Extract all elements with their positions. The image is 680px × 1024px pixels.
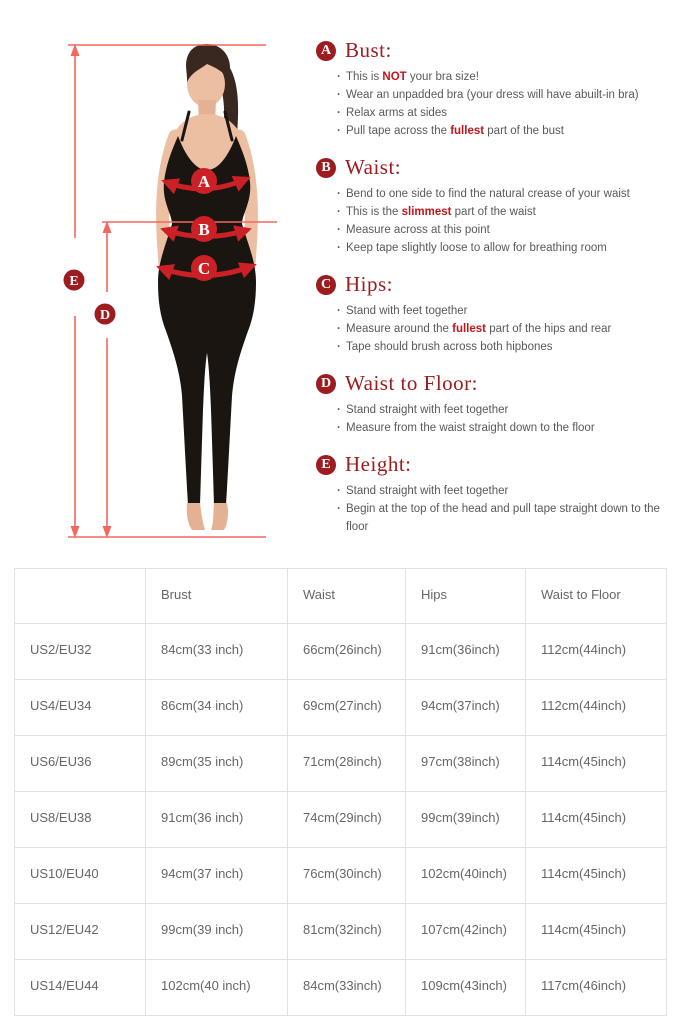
- size-cell: US10/EU40: [15, 848, 146, 904]
- bullet-item: [337, 482, 670, 500]
- bullet-emphasis: slimmest: [401, 206, 452, 218]
- section-bullets: [316, 68, 670, 140]
- measure-cell: 69cm(27inch): [288, 680, 406, 736]
- measure-cell: 112cm(44inch): [526, 624, 667, 680]
- bullet-item: [337, 302, 670, 320]
- measure-cell: 89cm(35 inch): [146, 736, 288, 792]
- bullet-item: [337, 122, 670, 140]
- section-bullets: [316, 302, 670, 356]
- size-chart-body: [15, 624, 667, 1016]
- bullet-text: part of the hips and rear: [486, 323, 612, 335]
- bullet-item: [337, 320, 670, 338]
- bullet-text: Pull tape across the: [346, 125, 451, 137]
- line-arrowheads: [71, 44, 112, 538]
- letter-badge-icon: D: [316, 374, 336, 394]
- section-title: Bust:: [345, 38, 392, 62]
- header-row: [15, 569, 667, 624]
- bullet-item: [337, 86, 670, 104]
- bullet-text: Tape should brush across both hipbones: [346, 341, 553, 353]
- bullet-emphasis: NOT: [382, 71, 407, 83]
- measure-cell: 109cm(43inch): [406, 960, 526, 1016]
- measure-cell: 84cm(33 inch): [146, 624, 288, 680]
- measure-cell: 107cm(42inch): [406, 904, 526, 960]
- figure-illustration: [0, 0, 330, 562]
- measure-cell: 76cm(30inch): [288, 848, 406, 904]
- bullet-text: Begin at the top of the head and pull tape straight down to the floor: [346, 503, 660, 533]
- bullet-text: Measure across at this point: [346, 224, 490, 236]
- bullet-item: [337, 185, 670, 203]
- section-title: Height:: [345, 452, 412, 476]
- table-row: [15, 736, 667, 792]
- table-row: [15, 848, 667, 904]
- size-cell: US6/EU36: [15, 736, 146, 792]
- measure-cell: 102cm(40 inch): [146, 960, 288, 1016]
- bullet-text: Stand with feet together: [346, 305, 468, 317]
- measure-cell: 97cm(38inch): [406, 736, 526, 792]
- measure-cell: 114cm(45inch): [526, 904, 667, 960]
- bullet-text: Measure around the: [346, 323, 453, 335]
- bullet-item: [337, 104, 670, 122]
- column-header: [15, 569, 146, 624]
- marker-c-letter: C: [197, 259, 211, 278]
- measure-cell: 99cm(39 inch): [146, 904, 288, 960]
- section-heading: [316, 272, 670, 297]
- section-bullets: [316, 482, 670, 536]
- column-header: Waist: [288, 569, 406, 624]
- section-heading: [316, 371, 670, 396]
- measure-cell: 84cm(33inch): [288, 960, 406, 1016]
- bullet-emphasis: fullest: [450, 125, 485, 137]
- letter-badge-icon: E: [316, 455, 336, 475]
- section-title: Hips:: [345, 272, 394, 296]
- table-row: [15, 792, 667, 848]
- table-row: [15, 904, 667, 960]
- measurement-section-c: [316, 272, 670, 356]
- female-figure-silhouette: [158, 44, 256, 530]
- measure-cell: 91cm(36 inch): [146, 792, 288, 848]
- column-header: Brust: [146, 569, 288, 624]
- letter-badge-icon: A: [316, 41, 336, 61]
- measure-cell: 102cm(40inch): [406, 848, 526, 904]
- measure-cell: 74cm(29inch): [288, 792, 406, 848]
- size-cell: US8/EU38: [15, 792, 146, 848]
- measure-cell: 91cm(36inch): [406, 624, 526, 680]
- bullet-item: [337, 338, 670, 356]
- bullet-text: Keep tape slightly loose to allow for breathing room: [346, 242, 607, 254]
- measure-cell: 99cm(39inch): [406, 792, 526, 848]
- bullet-text: Bend to one side to find the natural crease of your waist: [346, 188, 630, 200]
- bullet-text: This is the: [346, 206, 402, 218]
- table-row: [15, 960, 667, 1016]
- section-bullets: [316, 185, 670, 257]
- measurement-instructions: [316, 38, 670, 551]
- measure-cell: 117cm(46inch): [526, 960, 667, 1016]
- bullet-text: part of the waist: [451, 206, 536, 218]
- letter-badge-icon: B: [316, 158, 336, 178]
- bullet-text: Wear an unpadded bra (your dress will have abuilt-in bra): [346, 89, 639, 101]
- marker-d-letter: D: [99, 308, 111, 323]
- section-heading: [316, 155, 670, 180]
- marker-b-letter: B: [198, 220, 210, 239]
- section-bullets: [316, 401, 670, 437]
- table-row: [15, 680, 667, 736]
- size-cell: US4/EU34: [15, 680, 146, 736]
- size-cell: US14/EU44: [15, 960, 146, 1016]
- section-title: Waist to Floor:: [345, 371, 478, 395]
- measure-cell: 114cm(45inch): [526, 792, 667, 848]
- column-header: Waist to Floor: [526, 569, 667, 624]
- column-header: Hips: [406, 569, 526, 624]
- marker-a-letter: A: [197, 172, 211, 191]
- bullet-item: [337, 239, 670, 257]
- measure-cell: 114cm(45inch): [526, 848, 667, 904]
- measure-cell: 81cm(32inch): [288, 904, 406, 960]
- bullet-emphasis: fullest: [452, 323, 486, 335]
- bullet-text: Stand straight with feet together: [346, 404, 509, 416]
- bullet-item: [337, 68, 670, 86]
- bullet-text: your bra size!: [406, 71, 479, 83]
- bullet-item: [337, 419, 670, 437]
- bullet-text: Measure from the waist straight down to the floor: [346, 422, 595, 434]
- measure-cell: 66cm(26inch): [288, 624, 406, 680]
- measure-cell: 94cm(37inch): [406, 680, 526, 736]
- bullet-text: This is: [346, 71, 383, 83]
- letter-badge-icon: C: [316, 275, 336, 295]
- bullet-item: [337, 221, 670, 239]
- measure-cell: 86cm(34 inch): [146, 680, 288, 736]
- bullet-item: [337, 203, 670, 221]
- measure-cell: 114cm(45inch): [526, 736, 667, 792]
- measure-cell: 94cm(37 inch): [146, 848, 288, 904]
- table-row: [15, 624, 667, 680]
- section-heading: [316, 38, 670, 63]
- bullet-text: Relax arms at sides: [346, 107, 447, 119]
- measure-cell: 71cm(28inch): [288, 736, 406, 792]
- section-title: Waist:: [345, 155, 402, 179]
- bullet-text: Stand straight with feet together: [346, 485, 509, 497]
- size-cell: US2/EU32: [15, 624, 146, 680]
- size-chart-header: [15, 569, 667, 624]
- bullet-item: [337, 401, 670, 419]
- measurement-section-b: [316, 155, 670, 257]
- bullet-item: [337, 500, 670, 536]
- measurement-section-e: [316, 452, 670, 536]
- size-chart-table: [14, 568, 667, 1016]
- marker-e-letter: E: [69, 274, 79, 289]
- bullet-text: part of the bust: [484, 125, 564, 137]
- measurement-section-d: [316, 371, 670, 437]
- section-heading: [316, 452, 670, 477]
- measure-cell: 112cm(44inch): [526, 680, 667, 736]
- size-cell: US12/EU42: [15, 904, 146, 960]
- measurement-section-a: [316, 38, 670, 140]
